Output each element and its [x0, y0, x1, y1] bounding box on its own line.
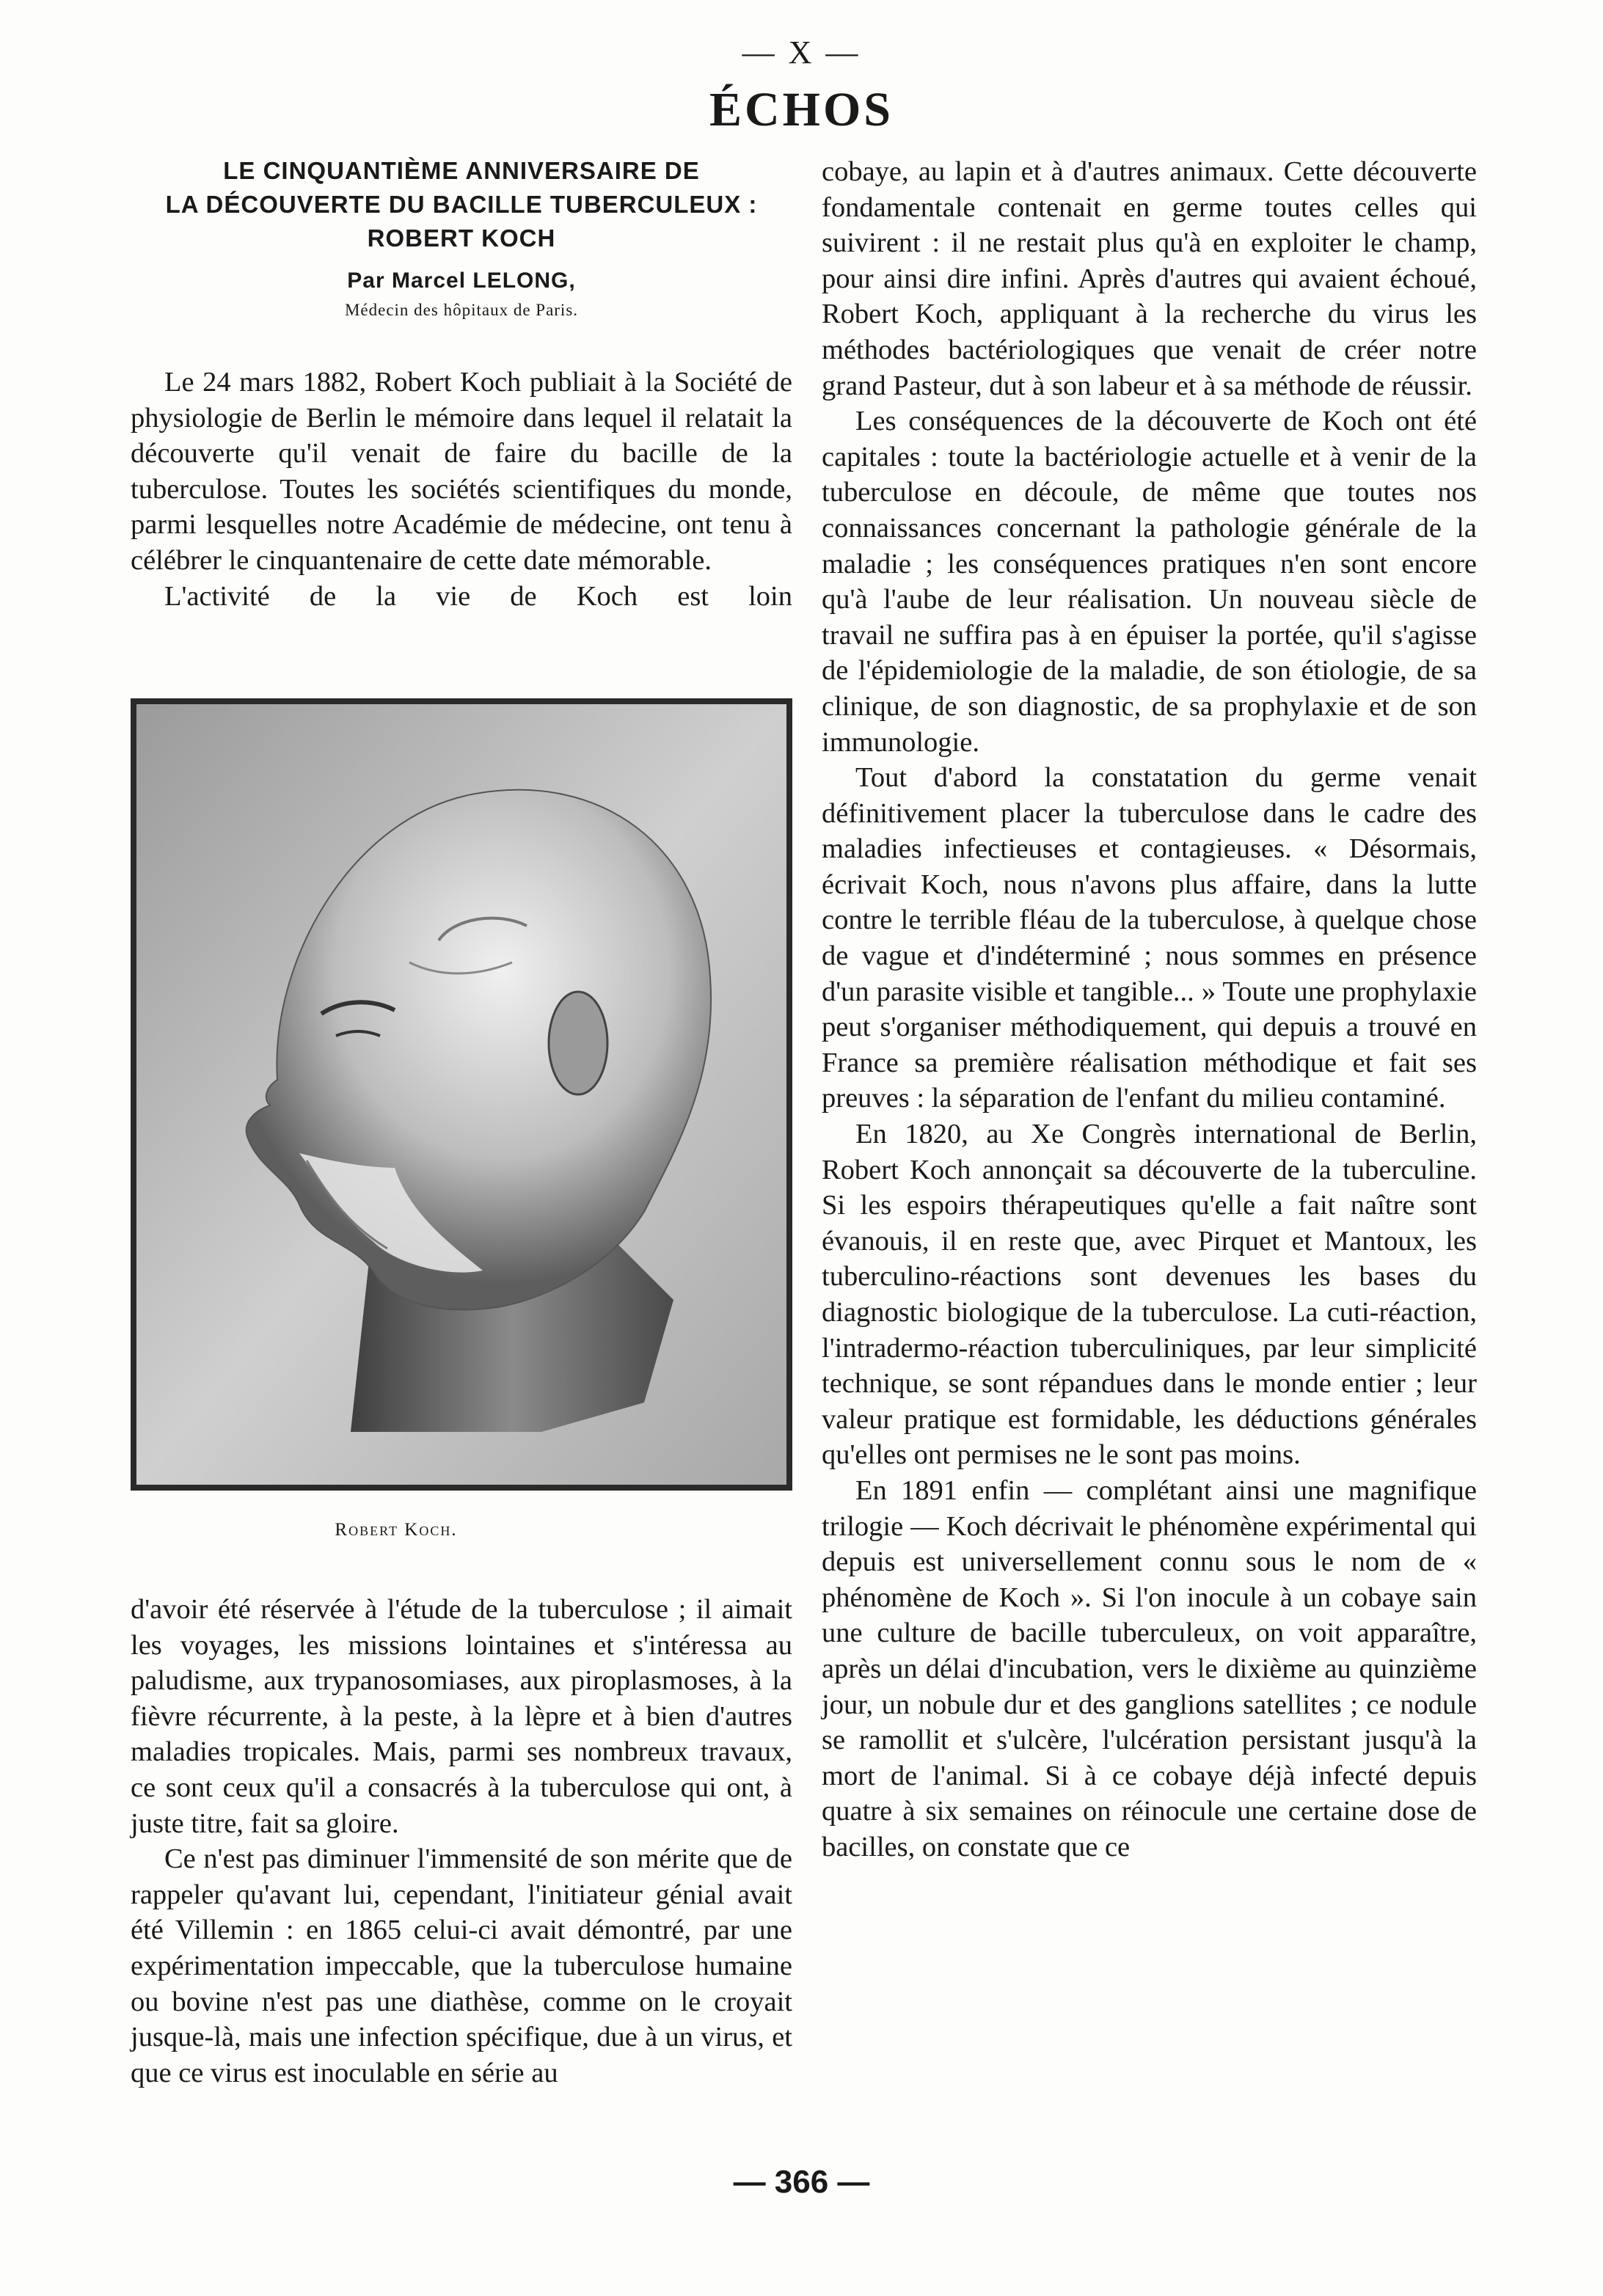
paragraph-right-3: Tout d'abord la constatation du germe venait définitivement placer la tuberculose dans le cadre des maladies infectieuses et contagieuses. « Désormais, écrivait Koch, nous n'avons plus affaire, dans la lutte contre le terrible fléau de la tuberculose, à quelque chose de vague et d'indéterminé ; nous sommes en présence d'un parasite visible et tangible... » Toute une prophylaxie peut s'organiser méthodiquement, qui depuis a trouvé en France sa première réalisation méthodique et fait ses preuves : la séparation de l'enfant du milieu contaminé.	[822, 762, 1477, 1114]
paragraph-right-1: cobaye, au lapin et à d'autres animaux. Cette découverte fondamentale contenait en germe toutes celles qui suivirent : il ne restait plus qu'à en exploiter le champ, pour ainsi dire infini. Après d'autres qui avaient échoué, Robert Koch, appliquant à la recherche du virus les méthodes bactériologiques que venait de créer notre grand Pasteur, dut à son labeur et à sa méthode de réussir.	[822, 156, 1477, 401]
paragraph-left-2-cont: d'avoir été réservée à l'étude de la tuberculose ; il aimait les voyages, les missions lointaines et s'intéressa au paludisme, aux trypanosomiases, aux piroplasmoses, à la fièvre récurrente, à la peste, à la lèpre et à bien d'autres maladies tropicales. Mais, parmi ses nombreux travaux, ce sont ceux qu'il a consacrés à la tuberculose qui ont, à juste titre, fait sa gloire.	[131, 1594, 792, 1839]
portrait-image	[131, 698, 792, 1491]
page-number: — 366 —	[733, 2164, 870, 2200]
paragraph-left-2-start: L'activité de la vie de Koch est loin	[164, 580, 792, 612]
portrait-figure	[131, 698, 792, 1498]
article-title-line-3: ROBERT KOCH	[367, 224, 556, 252]
article-title-line-1: LE CINQUANTIÈME ANNIVERSAIRE DE	[223, 157, 700, 184]
paragraph-right-2: Les conséquences de la découverte de Koch ont été capitales : toute la bactériologie actuelle et à venir de la tuberculose en découle, de même que toutes nos connaissances concernant la pathologie générale de la maladie ; les conséquences pratiques n'en sont encore qu'à l'aube de leur réalisation. Un nouveau siècle de travail ne suffira pas à en épuiser la portée, qu'il s'agisse de l'épidemiologie de la maladie, de son étiologie, de sa clinique, de son diagnostic, de sa prophylaxie et de son immunologie.	[822, 406, 1477, 758]
paragraph-right-4: En 1820, au Xe Congrès international de Berlin, Robert Koch annonçait sa découverte de la tuberculine. Si les espoirs thérapeutiques qu'elle a fait naître sont évanouis, il en reste que, avec Pirquet et Mantoux, les tuberculino-réactions sont devenues les bases du diagnostic biologique de la tuberculose. La cuti-réaction, l'intradermo-réaction tuberculiniques, par leur simplicité technique, se sont répandues dans le monde entier ; leur valeur pratique est formidable, les déductions générales qu'elles ont permises ne le sont pas moins.	[822, 1119, 1477, 1471]
paragraph-left-3: Ce n'est pas diminuer l'immensité de son mérite que de rappeler qu'avant lui, cependant, l'initiateur génial avait été Villemin : en 1865 celui-ci avait démontré, par une expérimentation impeccable, que la tuberculose humaine ou bovine n'est pas une diathèse, comme on le croyait jusque-là, mais une infection spécifique, due à un virus, et que ce virus est inoculable en série au	[131, 1843, 792, 2088]
section-title: ÉCHOS	[709, 83, 894, 136]
byline: Par Marcel LELONG,	[347, 268, 576, 293]
left-column-continued	[131, 1592, 792, 2091]
article-title-line-2: LA DÉCOUVERTE DU BACILLE TUBERCULEUX :	[165, 191, 758, 218]
figure-caption: Robert Koch.	[335, 1520, 458, 1540]
author-affiliation: Médecin des hôpitaux de Paris.	[344, 301, 579, 319]
right-column	[822, 154, 1477, 1865]
article-heading	[131, 154, 792, 320]
left-column-intro	[131, 365, 792, 614]
paragraph-right-5: En 1891 enfin — complétant ainsi une magnifique trilogie — Koch décrivait le phénomène expérimental qui depuis est universellement connu sous le nom de « phénomène de Koch ». Si l'on inocule à un cobaye sain une culture de bacille tuberculeux, on voit apparaître, après un délai d'incubation, vers le dixième au quinzième jour, un nobule dur et des ganglions satellites ; ce nodule se ramollit et s'ulcère, l'ulcération persistant jusqu'à la mort de l'animal. Si à ce cobaye déjà infecté depuis quatre à six semaines on réinocule une certaine dose de bacilles, on constate que ce	[822, 1474, 1477, 1862]
page-marker: — X —	[742, 34, 861, 70]
paragraph-left-1: Le 24 mars 1882, Robert Koch publiait à la Société de physiologie de Berlin le mémoire dans lequel il relatait la découverte qu'il venait de faire du bacille de la tuberculose. Toutes les sociétés scientifiques du monde, parmi lesquelles notre Académie de médecine, ont tenu à célébrer le cinquantenaire de cette date mémorable.	[131, 367, 792, 576]
